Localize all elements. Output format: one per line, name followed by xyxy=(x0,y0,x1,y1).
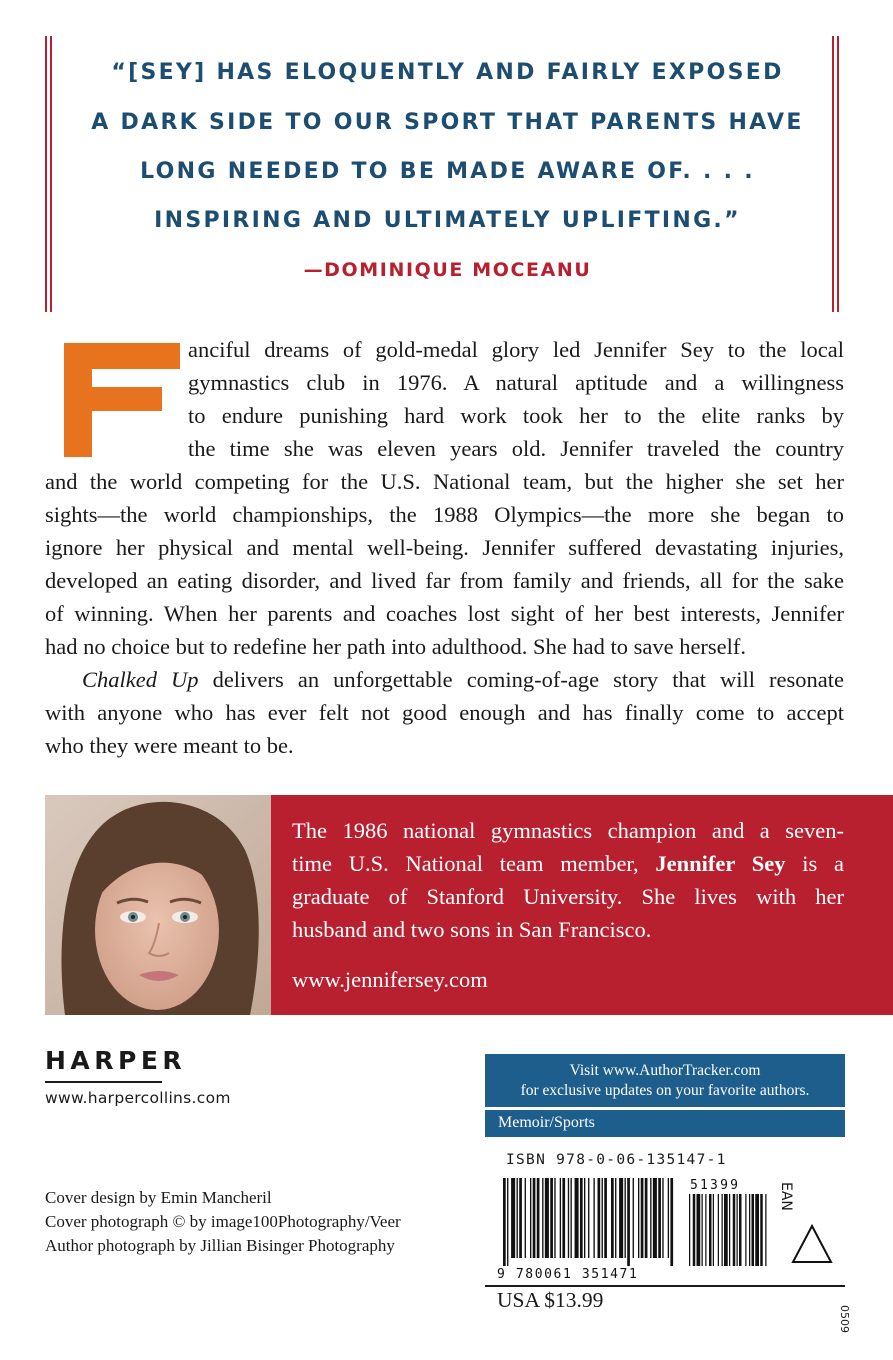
addon-digits: 51399 xyxy=(690,1178,741,1193)
description-line: of winning. When her parents and coaches lost sight of her best interests, Jennifer xyxy=(45,601,844,626)
barcode-digits: 9 780061 351471 xyxy=(497,1267,639,1282)
description-line: developed an eating disorder, and lived far from family and friends, all for the sake xyxy=(45,568,844,593)
author-photo xyxy=(45,795,271,1015)
quote-line: “[SEY] HAS ELOQUENTLY AND FAIRLY EXPOSED xyxy=(111,60,784,85)
description-line: and the world competing for the U.S. National team, but the higher she set her xyxy=(45,469,844,494)
description-line: anciful dreams of gold-medal glory led Jennifer Sey to the local xyxy=(188,337,844,362)
description-line: to endure punishing hard work took her to the elite ranks by xyxy=(188,403,844,428)
triangle-icon xyxy=(789,1222,835,1266)
quote-right-rule xyxy=(832,36,840,312)
description-line: gymnastics club in 1976. A natural aptitude and a willingness xyxy=(188,370,844,395)
author-tracker-banner xyxy=(485,1054,845,1107)
book-title: Chalked Up xyxy=(82,667,199,692)
price-label: USA $13.99 xyxy=(497,1288,604,1312)
author-bio-line: time U.S. National team member, Jennifer Sey is a xyxy=(292,851,844,876)
credit-line: Author photograph by Jillian Bisinger Photography xyxy=(45,1236,395,1255)
quote-line: A DARK SIDE TO OUR SPORT THAT PARENTS HAVE xyxy=(91,110,804,135)
publisher-logo-rule xyxy=(45,1081,162,1083)
description-line: had no choice but to redefine her path into adulthood. She had to save herself. xyxy=(45,634,747,659)
print-code: 0509 xyxy=(838,1305,851,1333)
isbn-number: ISBN 978-0-06-135147-1 xyxy=(506,1152,727,1168)
quote-line: INSPIRING AND ULTIMATELY UPLIFTING.” xyxy=(154,208,741,233)
author-name: Jennifer Sey xyxy=(655,851,786,876)
credit-line: Cover design by Emin Mancheril xyxy=(45,1188,272,1207)
barcode xyxy=(497,1176,772,1282)
quote-left-rule xyxy=(45,36,53,312)
description-line: sights—the world championships, the 1988 Olympics—the more she began to xyxy=(45,502,844,527)
publisher-logo: HARPER xyxy=(45,1046,187,1075)
description-line: who they were meant to be. xyxy=(45,733,294,758)
description-line: Chalked Up delivers an unforgettable coming-of-age story that will resonate xyxy=(82,667,844,692)
description-line: ignore her physical and mental well-being. Jennifer suffered devastating injuries, xyxy=(45,535,844,560)
description-line: the time she was eleven years old. Jennifer traveled the country xyxy=(188,436,844,461)
author-bio-line: The 1986 national gymnastics champion and a seven- xyxy=(292,818,844,843)
author-bio-line: husband and two sons in San Francisco. xyxy=(292,917,652,942)
credit-line: Cover photograph © by image100Photography/Veer xyxy=(45,1212,401,1231)
ean-label: EAN xyxy=(778,1182,794,1211)
author-tracker-line[interactable]: Visit www.AuthorTracker.com xyxy=(569,1062,761,1079)
quote-line: LONG NEEDED TO BE MADE AWARE OF. . . . xyxy=(140,159,755,184)
quote-attribution: —DOMINIQUE MOCEANU xyxy=(303,259,592,281)
description-line: with anyone who has ever felt not good enough and has finally come to accept xyxy=(45,700,844,725)
author-tracker-line: for exclusive updates on your favorite authors. xyxy=(520,1082,810,1099)
dropcap-letter xyxy=(64,343,180,457)
author-bio-line: graduate of Stanford University. She lives with her xyxy=(292,884,844,909)
publisher-url[interactable]: www.harpercollins.com xyxy=(45,1089,231,1107)
author-website-link[interactable]: www.jennifersey.com xyxy=(292,967,488,992)
price-rule xyxy=(485,1285,845,1287)
category-label: Memoir/Sports xyxy=(485,1110,845,1137)
